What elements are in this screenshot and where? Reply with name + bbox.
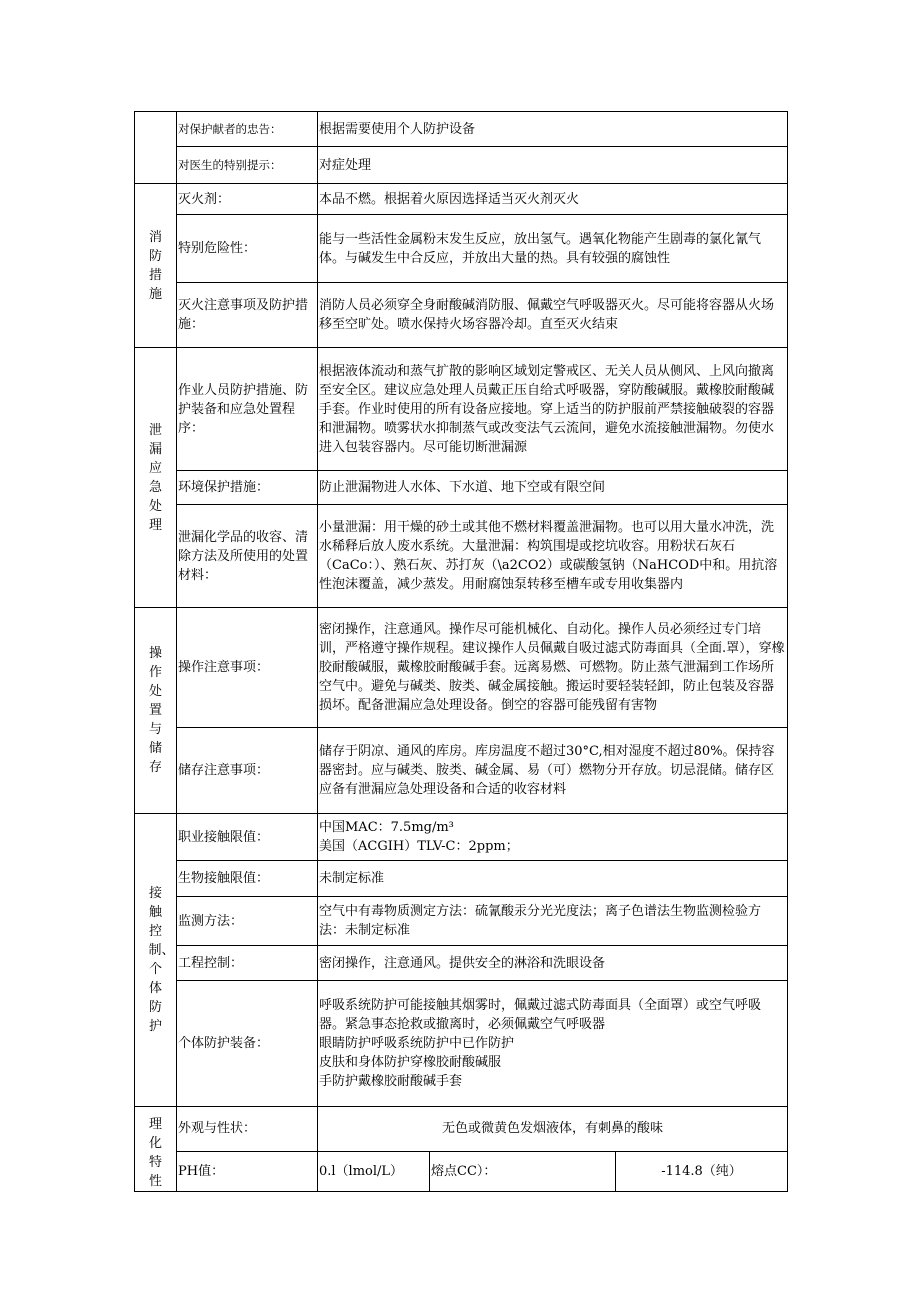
advice-rescuer-value: 根据需要使用个人防护设备 bbox=[318, 112, 788, 147]
table-row bbox=[135, 1107, 788, 1152]
table-row bbox=[135, 728, 788, 814]
table-row bbox=[135, 1151, 788, 1191]
occupational-limit-value bbox=[318, 814, 788, 861]
table-row bbox=[135, 112, 788, 147]
table-row bbox=[135, 505, 788, 608]
fire-section-title: 消防措施 bbox=[135, 184, 177, 348]
exposure-section-title: 接触控制、个体防护 bbox=[135, 814, 177, 1107]
table-row bbox=[135, 471, 788, 505]
eye-protection: 眼睛防护呼吸系统防护中已作防护 bbox=[319, 1036, 515, 1051]
firefighting-precautions-value: 消防人员必须穿全身耐酸碱消防服、佩戴空气呼吸器灭火。尽可能将容器从火场移至空旷处。喷水保持火场容器冷却。直至灭火结束 bbox=[318, 283, 788, 348]
ph-value: 0.l（lmol∕L） bbox=[318, 1151, 430, 1191]
extinguisher-value: 本品不燃。根据着火原因选择适当灭火剂灭火 bbox=[318, 184, 788, 215]
handling-section-title: 操作处置与储存 bbox=[135, 608, 177, 814]
safety-data-table bbox=[134, 111, 788, 1192]
hand-protection: 手防护戴橡胶耐酸碱手套 bbox=[319, 1074, 463, 1089]
cleanup-label: 泄漏化学品的收容、清除方法及所使用的处置材料： bbox=[177, 505, 318, 608]
table-row bbox=[135, 861, 788, 897]
table-row bbox=[135, 946, 788, 981]
personal-precautions-value: 根据液体流动和蒸气扩散的影响区域划定警戒区、无关人员从侧风、上风向撤离至安全区。建议应急处理人员戴正压自给式呼吸器，穿防酸碱服。戴橡胶耐酸碱手套。作业时使用的所有设备应接地。穿上适当的防护服前严禁接触破裂的容器和泄漏物。喷雾状水抑制蒸气或改变法气云流间，避免水流接触泄漏物。勿使水进入包装容器内。尽可能切断泄漏源 bbox=[318, 348, 788, 471]
skin-protection: 皮肤和身体防护穿橡胶耐酸碱服 bbox=[319, 1055, 502, 1070]
handling-value: 密闭操作，注意通风。操作尽可能机械化、自动化。操作人员必须经过专门培训，严格遵守操作规程。建议操作人员佩戴自吸过滤式防毒面具（全面.罩），穿橡胶耐酸碱服，戴橡胶耐酸碱手套。远离易燃、可燃物。防止蒸气泄漏到工作场所空气中。避免与碱类、胺类、碱金属接触。搬运时要轻装轻卸，防止包装及容器损坏。配备泄漏应急处理设备。倒空的容器可能残留有害物 bbox=[318, 608, 788, 728]
table-row bbox=[135, 215, 788, 283]
appearance-label: 外观与性状： bbox=[177, 1107, 318, 1152]
table-row bbox=[135, 283, 788, 348]
melting-point-value: -114.8（纯） bbox=[616, 1151, 788, 1191]
extinguisher-label: 灭火剂： bbox=[177, 184, 318, 215]
limit-usa: 美国（ACGIH）TLV-C：2ppm； bbox=[319, 839, 519, 854]
storage-value: 储存于阴凉、通风的库房。库房温度不超过30°C,相对湿度不超过80%。保持容器密封。应与碱类、胺类、碱金属、易（可）燃物分开存放。切忌混储。储存区应备有泄漏应急处理设备和合适的收容材料 bbox=[318, 728, 788, 814]
section-cell-empty bbox=[135, 112, 177, 184]
appearance-value: 无色或微黄色发烟液体，有刺鼻的酸味 bbox=[318, 1107, 788, 1152]
monitoring-value: 空气中有毒物质测定方法：硫氰酸汞分光光度法；离子色谱法生物监测检验方法：未制定标准 bbox=[318, 897, 788, 946]
occupational-limit-label: 职业接触限值： bbox=[177, 814, 318, 861]
melting-point-label: 熔点CC）： bbox=[430, 1151, 616, 1191]
physchem-section-title: 理化特性 bbox=[135, 1107, 177, 1192]
biological-limit-value: 未制定标准 bbox=[318, 861, 788, 897]
storage-label: 储存注意事项： bbox=[177, 728, 318, 814]
ppe-label: 个体防护装备： bbox=[177, 981, 318, 1107]
special-hazard-label: 特别危险性： bbox=[177, 215, 318, 283]
table-row bbox=[135, 608, 788, 728]
firefighting-precautions-label: 灭火注意事项及防护措施： bbox=[177, 283, 318, 348]
engineering-control-value: 密闭操作，注意通风。提供安全的淋浴和洗眼设备 bbox=[318, 946, 788, 981]
environment-label: 环境保护措施： bbox=[177, 471, 318, 505]
table-row bbox=[135, 814, 788, 861]
ph-label: PH值： bbox=[177, 1151, 318, 1191]
environment-value: 防止泄漏物进人水体、下水道、地下空或有限空间 bbox=[318, 471, 788, 505]
table-row bbox=[135, 147, 788, 184]
special-hazard-value: 能与一些活性金属粉末发生反应，放出氢气。遇氧化物能产生剧毒的氯化氰气体。与碱发生中合反应，并放出大量的热。具有较强的腐蚀性 bbox=[318, 215, 788, 283]
table-row bbox=[135, 897, 788, 946]
monitoring-label: 监测方法： bbox=[177, 897, 318, 946]
biological-limit-label: 生物接触限值： bbox=[177, 861, 318, 897]
handling-label: 操作注意事项： bbox=[177, 608, 318, 728]
ppe-value bbox=[318, 981, 788, 1107]
cleanup-value: 小量泄漏：用干燥的砂土或其他不燃材料覆盖泄漏物。也可以用大量水冲洗，洗水稀释后放人废水系统。大量泄漏：构筑围堤或挖坑收容。用粉状石灰石（CaCo：）、熟石灰、苏打灰（\a2CO2）或碳酸氢钠（NaHCOD中和。用抗溶性泡沫覆盖，减少蒸发。用耐腐蚀泵转移至槽车或专用收集器内 bbox=[318, 505, 788, 608]
table-row bbox=[135, 348, 788, 471]
table-row bbox=[135, 184, 788, 215]
engineering-control-label: 工程控制： bbox=[177, 946, 318, 981]
advice-rescuer-label: 对保护献者的忠告： bbox=[177, 112, 318, 147]
doctor-note-value: 对症处理 bbox=[318, 147, 788, 184]
spill-section-title: 泄漏应急处理 bbox=[135, 348, 177, 608]
table-row bbox=[135, 981, 788, 1107]
doctor-note-label: 对医生的特别提示： bbox=[177, 147, 318, 184]
personal-precautions-label: 作业人员防护措施、防护装备和应急处置程序： bbox=[177, 348, 318, 471]
respiratory-protection: 呼吸系统防护可能接触其烟雾时，佩戴过滤式防毒面具（全面罩）或空气呼吸器。紧急事态抢救或撤离时，必须佩戴空气呼吸器 bbox=[319, 998, 762, 1032]
limit-china: 中国MAC：7.5mg∕m³ bbox=[319, 820, 454, 835]
